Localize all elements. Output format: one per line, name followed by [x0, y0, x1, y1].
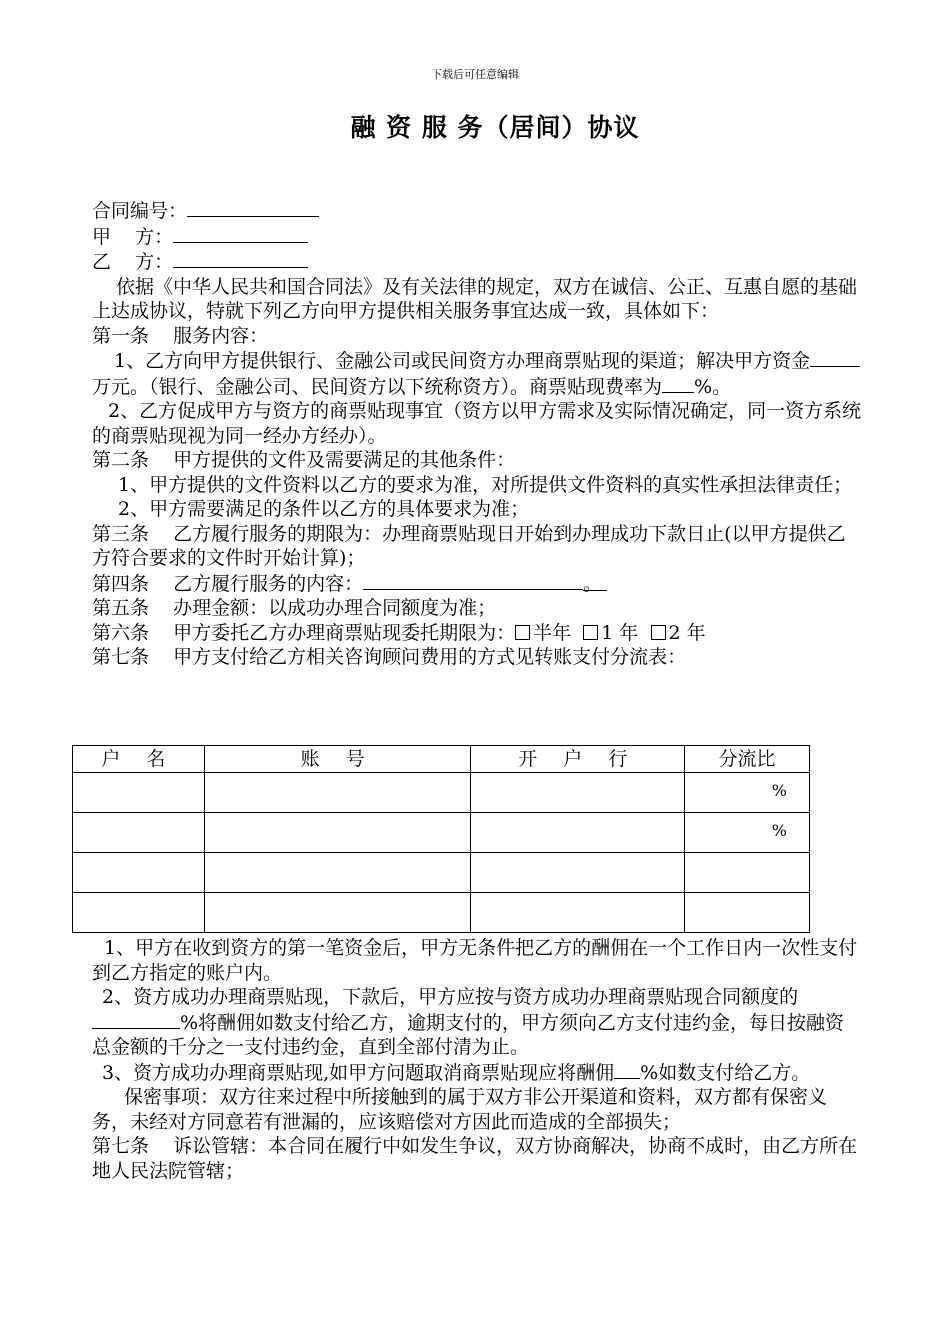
article-7: 第七条 甲方支付给乙方相关咨询顾问费用的方式见转账支付分流表：: [92, 646, 687, 668]
table-row: [73, 813, 810, 853]
table-row: [73, 773, 810, 813]
party-b-label: 乙 方：: [92, 251, 174, 273]
amount-blank[interactable]: [810, 348, 860, 367]
header-bank: 开 户 行: [471, 746, 685, 773]
cell-bank[interactable]: [471, 773, 685, 813]
document-title: 融 资 服 务（居间）协议: [350, 113, 640, 142]
header-account-name: 户 名: [73, 746, 205, 773]
payment-split-table: [72, 745, 810, 933]
article-2-item-1: 1、甲方提供的文件资料以乙方的要求为准，对所提供文件资料的真实性承担法律责任；: [118, 473, 853, 496]
article-3: 第三条 乙方履行服务的期限为：办理商票贴现日开始到办理成功下款日止(以甲方提供乙方符合要求的文件时开始计算)；: [92, 522, 846, 569]
header-split-ratio: 分流比: [685, 746, 810, 773]
checkbox-2-year[interactable]: [651, 625, 666, 640]
confidentiality-clause: 保密事项：双方往来过程中所接触到的属于双方非公开渠道和资料，双方都有保密义务，未经对方同意若有泄漏的，应该赔偿对方因此而造成的全部损失；: [92, 1086, 828, 1133]
cell-account-name[interactable]: [73, 893, 205, 933]
contract-body-continued: [92, 936, 862, 1183]
article-4: 第四条 乙方履行服务的内容： 。: [92, 571, 862, 597]
party-a-row: [92, 224, 862, 250]
cell-split-ratio[interactable]: %: [685, 773, 810, 813]
party-b-row: [92, 249, 862, 275]
article-6: 第六条 甲方委托乙方办理商票贴现委托期限为： 半年 1 年 2 年: [92, 621, 706, 644]
article-2-item-2: 2、甲方需要满足的条件以乙方的具体要求为准；: [118, 498, 530, 520]
article-1-item-2: 2、乙方促成甲方与资方的商票贴现事宜（资方以甲方需求及实际情况确定，同一资方系统的商票贴现视为同一经办方经办）。: [92, 400, 862, 447]
cell-account-number[interactable]: [204, 813, 471, 853]
checkbox-half-year[interactable]: [515, 625, 530, 640]
cell-account-number[interactable]: [204, 893, 471, 933]
article-1-item-1: 1、乙方向甲方提供银行、金融公司或民间资方办理商票贴现的渠道；解决甲方资金万元。（银行、金融公司、民间资方以下统称资方）。商票贴现费率为 %。: [92, 348, 862, 399]
party-a-label: 甲 方：: [92, 225, 174, 248]
article-2-heading: 第二条 甲方提供的文件及需要满足的其他条件：: [92, 449, 516, 471]
cell-account-name[interactable]: [73, 853, 205, 893]
payment-item-3: 3、资方成功办理商票贴现,如甲方问题取消商票贴现应将酬佣 %如数支付给乙方。: [102, 1061, 811, 1084]
rate-blank[interactable]: [662, 374, 694, 393]
cell-bank[interactable]: [471, 853, 685, 893]
article-5: 第五条 办理金额：以成功办理合同额度为准；: [92, 597, 497, 619]
percent-blank[interactable]: [92, 1010, 180, 1029]
preamble: 依据《中华人民共和国合同法》及有关法律的规定，双方在诚信、公正、互惠自愿的基础上达成协议，特就下列乙方向甲方提供相关服务事宜达成一致，具体如下：: [92, 275, 858, 322]
jurisdiction-clause: 第七条 诉讼管辖：本合同在履行中如发生争议，双方协商解决，协商不成时，由乙方所在地人民法院管辖；: [92, 1135, 858, 1182]
cell-account-name[interactable]: [73, 813, 205, 853]
table-row: [73, 893, 810, 933]
cell-split-ratio[interactable]: %: [685, 813, 810, 853]
contract-no-label: 合同编号：: [92, 200, 188, 222]
checkbox-1-year[interactable]: [583, 625, 598, 640]
cell-account-number[interactable]: [204, 773, 471, 813]
payment-item-1: 1、甲方在收到资方的第一笔资金后，甲方无条件把乙方的酬佣在一个工作日内一次性支付到乙方指定的账户内。: [92, 937, 858, 984]
cell-split-ratio[interactable]: [685, 853, 810, 893]
cell-account-name[interactable]: [73, 773, 205, 813]
party-a-blank[interactable]: [173, 224, 308, 243]
article-1-heading: 第一条 服务内容：: [92, 324, 269, 347]
contract-body: [92, 198, 862, 670]
contract-no-blank[interactable]: [187, 198, 319, 217]
table-row: [73, 853, 810, 893]
payment-item-2: 2、资方成功办理商票贴现，下款后，甲方应按与资方成功办理商票贴现合同额度的%将酬佣如数支付给乙方，逾期支付的，甲方须向乙方支付违约金，每日按融资总金额的千分之一支付违约金，直到全部付清为止。: [92, 986, 845, 1058]
table-header-row: [73, 746, 810, 773]
header-account-number: 账 号: [204, 746, 471, 773]
contract-no-row: [92, 198, 862, 224]
service-content-blank[interactable]: [363, 571, 583, 590]
header-note: 下载后可任意编辑: [431, 68, 519, 81]
party-b-blank[interactable]: [173, 249, 308, 268]
cell-account-number[interactable]: [204, 853, 471, 893]
cell-bank[interactable]: [471, 813, 685, 853]
cell-split-ratio[interactable]: [685, 893, 810, 933]
cell-bank[interactable]: [471, 893, 685, 933]
fee-percent-blank[interactable]: [614, 1060, 640, 1079]
